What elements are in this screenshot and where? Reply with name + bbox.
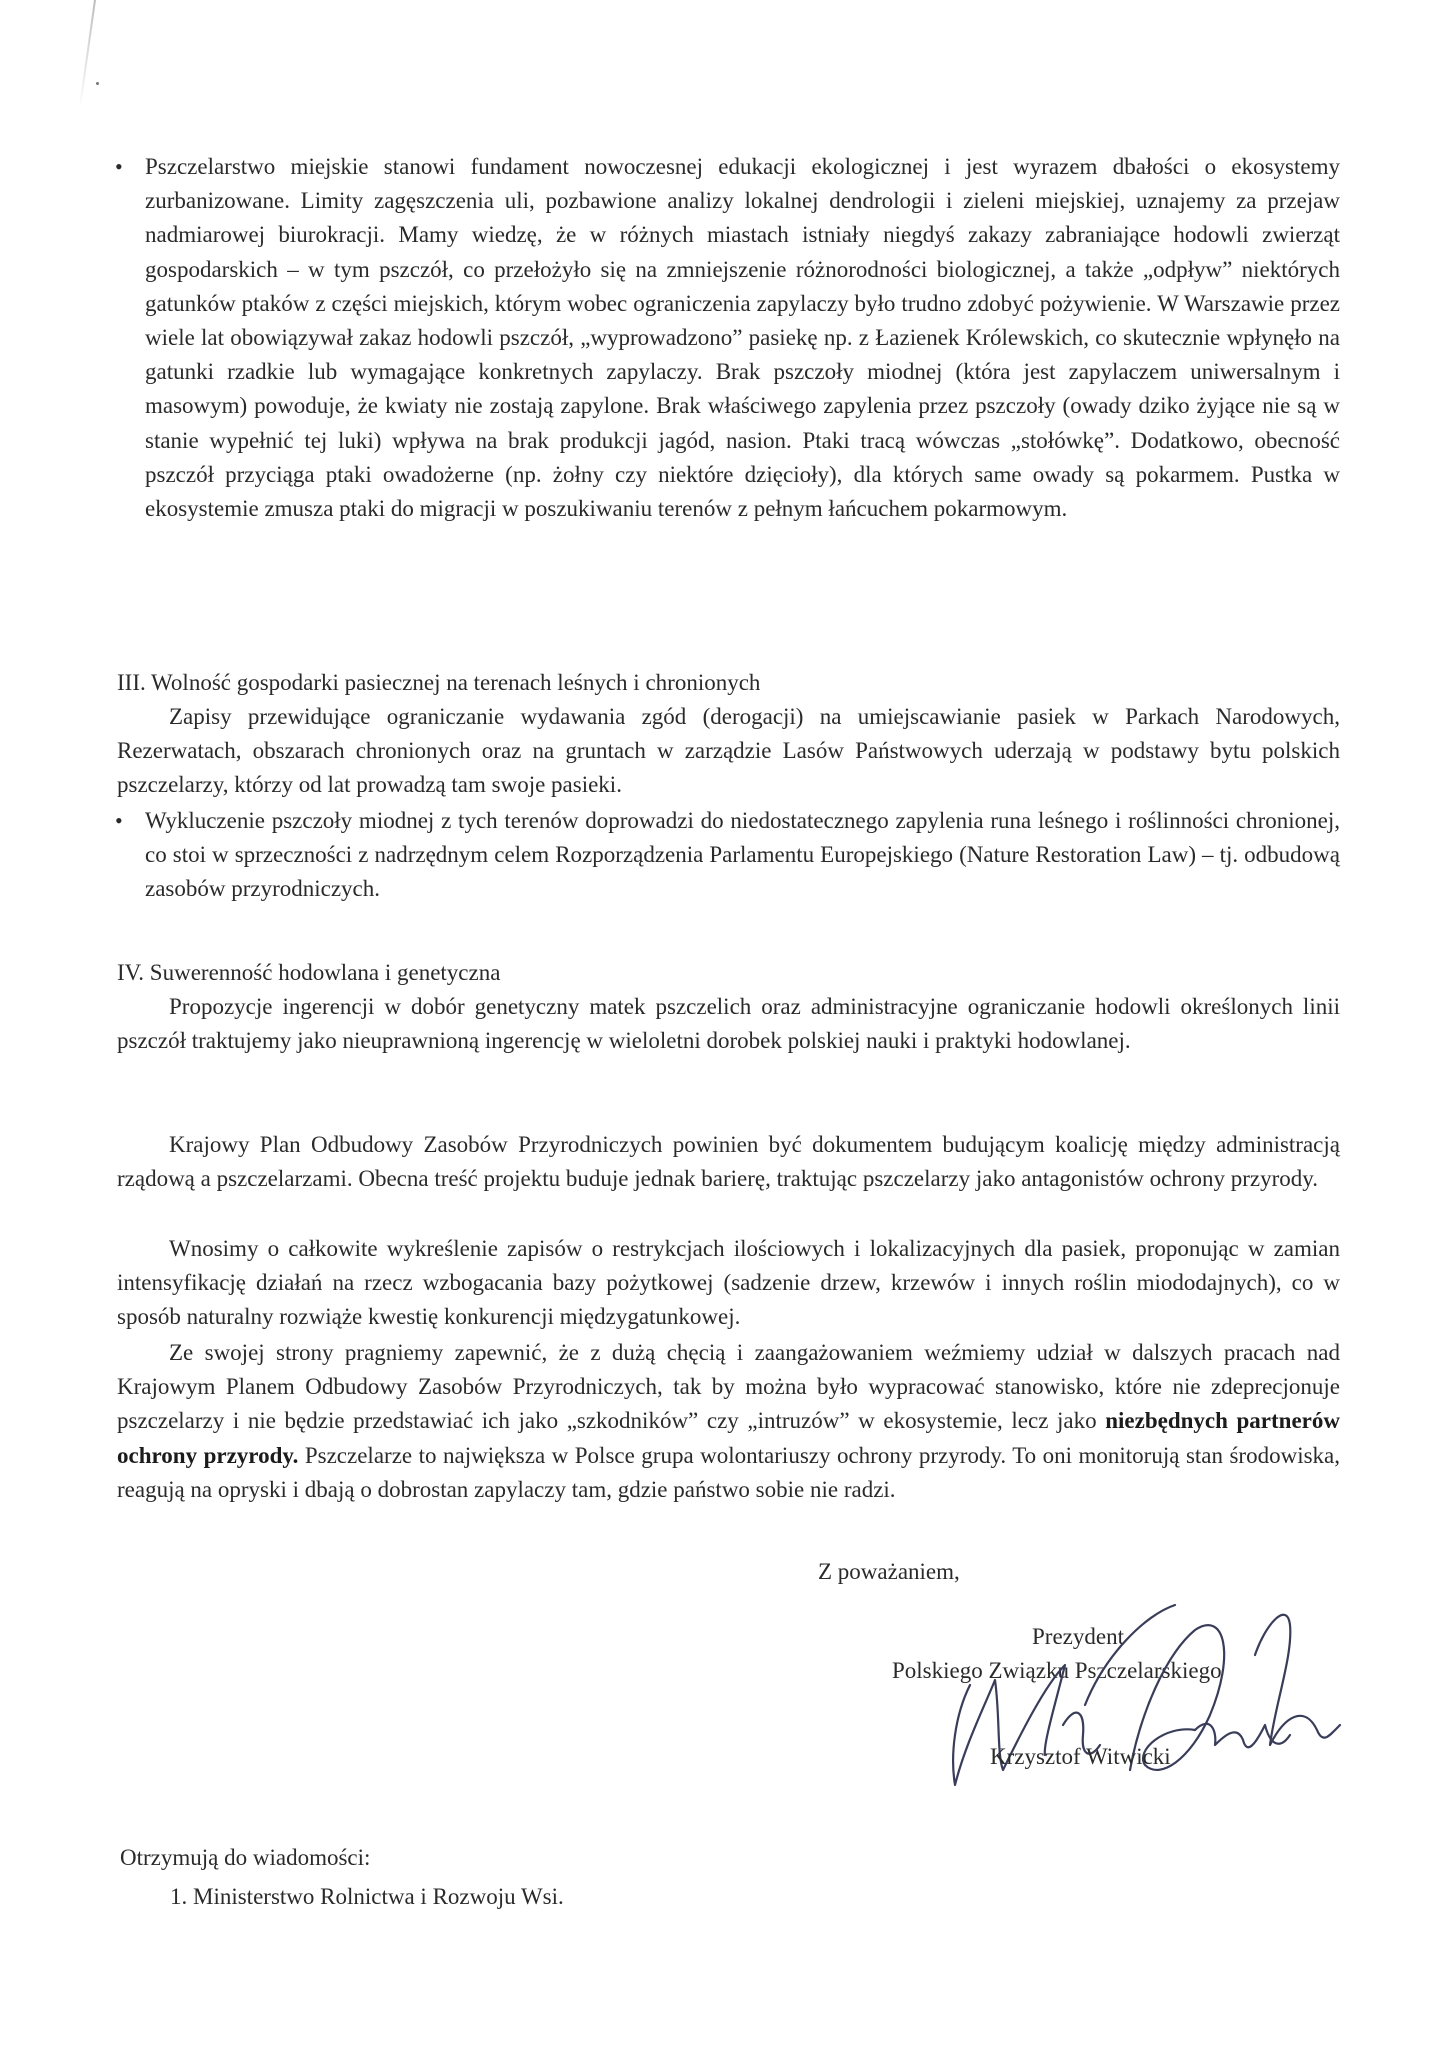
conclusion-paragraph-2: [117, 1232, 1340, 1335]
section-iii-bullet: [115, 804, 1340, 907]
conclusion-text-3-emphasis: niezbędnych partnerów ochrony przyrody.: [117, 1408, 1340, 1468]
recipients-label: Otrzymują do wiadomości:: [120, 1845, 371, 1870]
scan-artifact-dot: [96, 82, 99, 85]
conclusion-paragraph-3: [117, 1336, 1340, 1507]
urban-beekeeping-bullet: [115, 150, 1340, 526]
conclusion-text-3-start: Ze swojej strony pragniemy zapewnić, że z dużą chęcią i zaangażowaniem weźmiemy udział w dalszych pracach nad Krajowym Planem Odbudowy Zasobów Przyrodniczych, tak by można było wypracować stanowisko, które nie zdeprecjonuje pszczelarzy i nie będzie przedstawiać ich jako „szkodników” czy „intruzów” w ekosystemie, lecz jako: [117, 1340, 1340, 1434]
conclusion-text-3: [117, 1336, 1340, 1507]
salutation: Z poważaniem,: [818, 1559, 960, 1584]
recipient-item: 1. Ministerstwo Rolnictwa i Rozwoju Wsi.: [170, 1884, 564, 1909]
section-iii-heading: III. Wolność gospodarki pasiecznej na terenach leśnych i chronionych: [117, 670, 761, 695]
conclusion-text-2: Wnosimy o całkowite wykreślenie zapisów o restrykcjach ilościowych i lokalizacyjnych dla pasiek, proponując w zamian intensyfikację działań na rzecz wzbogacania bazy pożytkowej (sadzenie drzew, krzewów i innych roślin miododajnych), co w sposób naturalny rozwiąże kwestię konkurencji międzygatunkowej.: [117, 1236, 1340, 1330]
scan-artifact-line: [79, 0, 96, 109]
signatory-organization: Polskiego Związku Pszczelarskiego: [892, 1658, 1222, 1683]
section-iv-paragraph: [117, 990, 1340, 1058]
conclusion-paragraph-1: [117, 1128, 1340, 1196]
section-iv-text: Propozycje ingerencji w dobór genetyczny matek pszczelich oraz administracyjne ograniczanie hodowli określonych linii pszczół traktujemy jako nieuprawnioną ingerencję w wieloletni dorobek polskiej nauki i praktyki hodowlanej.: [117, 994, 1340, 1054]
conclusion-text-1: Krajowy Plan Odbudowy Zasobów Przyrodniczych powinien być dokumentem budującym koalicję między administracją rządową a pszczelarzami. Obecna treść projektu buduje jednak barierę, traktując pszczelarzy jako antagonistów ochrony przyrody.: [117, 1132, 1340, 1192]
section-iii-text: Zapisy przewidujące ograniczanie wydawania zgód (derogacji) na umiejscawianie pasiek w Parkach Narodowych, Rezerwatach, obszarach chronionych oraz na gruntach w zarządzie Lasów Państwowych uderzają w podstawy bytu polskich pszczelarzy, którzy od lat prowadzą tam swoje pasieki.: [117, 704, 1340, 798]
section-iv-heading: IV. Suwerenność hodowlana i genetyczna: [117, 960, 501, 985]
signatory-role: Prezydent: [1032, 1624, 1124, 1649]
conclusion-text-3-end: Pszczelarze to największa w Polsce grupa wolontariuszy ochrony przyrody. To oni monitorują stan środowiska, reagują na opryski i dbają o dobrostan zapylaczy tam, gdzie państwo sobie nie radzi.: [117, 1442, 1341, 1502]
bullet-icon: •: [115, 808, 123, 833]
urban-beekeeping-text: Pszczelarstwo miejskie stanowi fundament nowoczesnej edukacji ekologicznej i jest wyrazem dbałości o ekosystemy zurbanizowane. Limity zagęszczenia uli, pozbawione analizy lokalnej dendrologii i zieleni miejskiej, uznajemy za przejaw nadmiarowej biurokracji. Mamy wiedzę, że w różnych miastach istniały niegdyś zakazy zabraniające hodowli zwierząt gospodarskich – w tym pszczół, co przełożyło się na zmniejszenie różnorodności biologicznej, a także „odpływ” niektórych gatunków ptaków z części miejskich, którym wobec ograniczenia zapylaczy było trudno zdobyć pożywienie. W Warszawie przez wiele lat obowiązywał zakaz hodowli pszczół, „wyprowadzono” pasiekę np. z Łazienek Królewskich, co skutecznie wpłynęło na gatunki rzadkie lub wymagające konkretnych zapylaczy. Brak pszczoły miodnej (która jest zapylaczem uniwersalnym i masowym) powoduje, że kwiaty nie zostają zapylone. Brak właściwego zapylenia przez pszczoły (owady dziko żyjące nie są w stanie wypełnić tej luki) wpływa na brak produkcji jagód, nasion. Ptaki tracą wówczas „stołówkę”. Dodatkowo, obecność pszczół przyciąga ptaki owadożerne (np. żołny czy niektóre dzięcioły), dla których same owady są pokarmem. Pustka w ekosystemie zmusza ptaki do migracji w poszukiwaniu terenów z pełnym łańcuchem pokarmowym.: [145, 154, 1340, 522]
bullet-icon: •: [115, 154, 123, 179]
section-iii-paragraph: [117, 700, 1340, 803]
signatory-name: Krzysztof Witwicki: [990, 1744, 1171, 1769]
section-iii-bullet-text: Wykluczenie pszczoły miodnej z tych terenów doprowadzi do niedostatecznego zapylenia runa leśnego i roślinności chronionej, co stoi w sprzeczności z nadrzędnym celem Rozporządzenia Parlamentu Europejskiego (Nature Restoration Law) – tj. odbudową zasobów przyrodniczych.: [145, 808, 1340, 902]
